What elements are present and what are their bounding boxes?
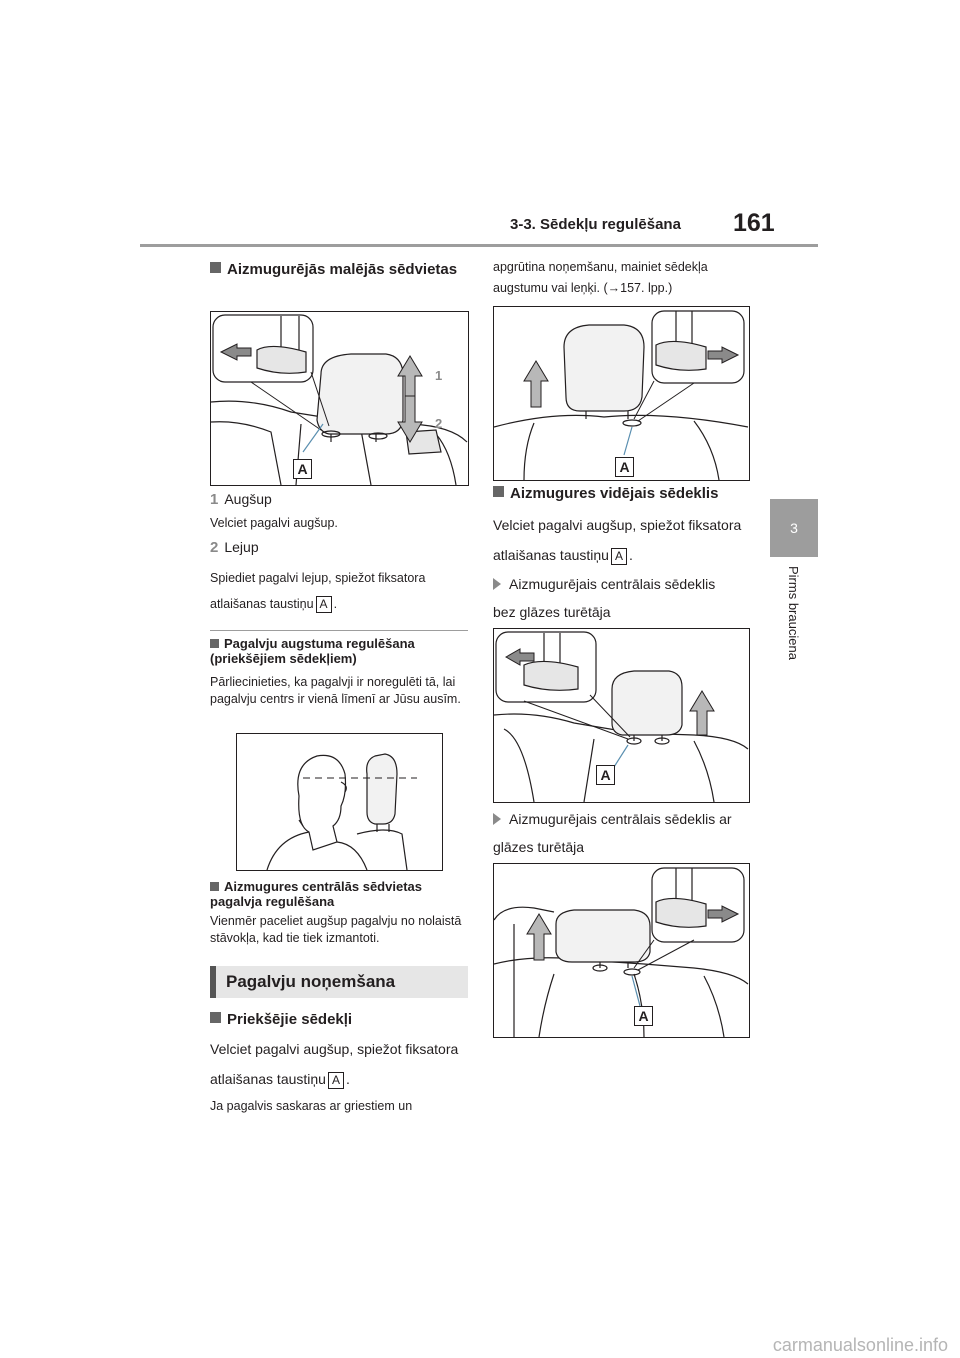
square-bullet-icon [493, 486, 504, 497]
step-2-text-body: Spiediet pagalvi lejup, spiežot fiksatora atlaišanas taustiņu [210, 571, 426, 611]
fig1-label-a: A [293, 459, 312, 479]
square-bullet-icon [210, 639, 219, 648]
fig1-label-1: 1 [435, 368, 443, 383]
square-bullet-icon [210, 882, 219, 891]
rear-center-text: Velciet pagalvi augšup, spiežot fiksatora atlaišanas taustiņu A . [493, 517, 742, 563]
center-adjust-heading-text: Aizmugures centrālās sēdvietas pagalvja regulēšana [210, 879, 422, 909]
step-1 [210, 486, 272, 513]
bullet-with-cupholder-text: Aizmugurējais centrālais sēdeklis ar glāzes turētāja [493, 811, 732, 855]
front-seats-note: Ja pagalvis saskaras ar griestiem un [210, 1099, 413, 1113]
height-adjust-heading [210, 636, 468, 666]
step-1-number: 1 [210, 491, 219, 508]
triangle-bullet-icon [493, 578, 501, 590]
head-level-illustration [237, 734, 442, 870]
front-seats-heading [210, 1006, 352, 1034]
figure-without-cupholder [493, 628, 750, 803]
step-2 [210, 534, 259, 561]
center-adjust-text: Vienmēr paceliet augšup pagalvju no nolaistā stāvokļa, kad tie tiek izmantoti. [210, 914, 462, 945]
outer-seats-heading [210, 256, 460, 284]
release-button-box-a: A [611, 548, 627, 565]
note-continuation: apgrūtina noņemšanu, mainiet sēdekļa augstumu vai leņķi. (→157. lpp.) [493, 260, 708, 295]
release-button-box-a: A [316, 596, 332, 613]
fig-with-cupholder-label-a: A [634, 1006, 653, 1026]
without-cupholder-illustration [494, 629, 749, 802]
bullet-without-cupholder [493, 570, 733, 626]
bullet-with-cupholder [493, 805, 733, 861]
square-bullet-icon [210, 262, 221, 273]
step-1-text: Velciet pagalvi augšup. [210, 516, 338, 530]
page-number: 161 [733, 209, 775, 237]
square-bullet-icon [210, 1012, 221, 1023]
center-adjust-heading [210, 879, 468, 909]
step-1-label: Augšup [224, 491, 272, 507]
rear-center-text-body: Velciet pagalvi augšup, spiežot fiksatora atlaišanas taustiņu [493, 517, 742, 563]
triangle-bullet-icon [493, 813, 501, 825]
release-button-box-a: A [328, 1072, 344, 1089]
step-2-label: Lejup [224, 539, 259, 555]
fig1-label-2: 2 [435, 416, 443, 431]
front-seats-text-body: Velciet pagalvi augšup, spiežot fiksatora atlaišanas taustiņu [210, 1041, 459, 1087]
with-cupholder-illustration [494, 864, 749, 1037]
removal-banner: Pagalvju noņemšana [210, 966, 468, 998]
front-seats-heading-text: Priekšējie sēdekļi [227, 1011, 353, 1028]
section-title: 3-3. Sēdekļu regulēšana [510, 216, 681, 233]
step-2-number: 2 [210, 539, 219, 556]
rear-center-heading [493, 480, 718, 508]
rear-center-removal-illustration [494, 307, 749, 480]
figure-with-cupholder [493, 863, 750, 1038]
height-adjust-heading-text: Pagalvju augstuma regulēšana (priekšējiem sēdekļiem) [210, 636, 415, 666]
fig-without-cupholder-label-a: A [596, 765, 615, 785]
figure-head-level [236, 733, 443, 871]
outer-headrest-illustration [211, 312, 468, 485]
header-rule [140, 244, 818, 247]
chapter-title-text: Pirms brauciena [786, 566, 801, 660]
front-seats-text: Velciet pagalvi augšup, spiežot fiksatora atlaišanas taustiņu A . [210, 1041, 459, 1087]
figure-outer-headrest [210, 311, 469, 486]
section-divider [210, 630, 468, 631]
chapter-title [783, 566, 805, 686]
height-adjust-text: Pārliecinieties, ka pagalvji ir noregulēti tā, lai pagalvju centrs ir vienā līmenī ar Jūsu ausīm. [210, 675, 461, 706]
outer-seats-heading-text: Aizmugurējās malējās sēdvietas [227, 261, 458, 278]
fig-rear-center-label-a: A [615, 457, 634, 477]
bullet-without-cupholder-text: Aizmugurējais centrālais sēdeklis bez glāzes turētāja [493, 576, 716, 620]
watermark: carmanualsonline.info [772, 1335, 948, 1355]
chapter-number-tab: 3 [770, 499, 818, 557]
step-2-text: Spiediet pagalvi lejup, spiežot fiksatora atlaišanas taustiņu A . [210, 571, 426, 611]
rear-center-heading-text: Aizmugures vidējais sēdeklis [510, 485, 719, 502]
figure-rear-center-removal [493, 306, 750, 481]
